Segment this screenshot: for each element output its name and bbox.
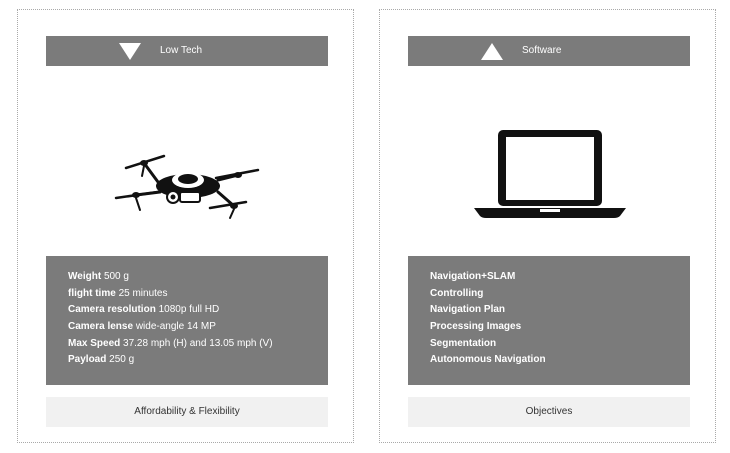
software-objectives-panel <box>408 256 690 385</box>
affordability-footer-button[interactable]: Affordability & Flexibility <box>46 397 328 427</box>
spec-row-payload <box>68 352 328 369</box>
objective-item <box>430 319 690 336</box>
objective-label: Autonomous Navigation <box>430 354 546 366</box>
low-tech-title: Low Tech <box>160 45 203 56</box>
spec-value: 500 g <box>103 271 129 282</box>
laptop-icon <box>460 130 640 230</box>
spec-value: 1080p full HD <box>158 304 220 316</box>
spec-label: Weight <box>68 271 102 282</box>
objective-item <box>430 286 690 303</box>
low-tech-header-button[interactable] <box>46 36 328 66</box>
objective-label: Navigation Plan <box>430 304 506 316</box>
objective-label: Controlling <box>430 287 484 299</box>
objective-label: Segmentation <box>430 337 497 349</box>
spec-value: wide-angle 14 MP <box>135 321 216 333</box>
software-header-button[interactable] <box>408 36 690 66</box>
objectives-footer-button[interactable]: Objectives <box>408 397 690 427</box>
objective-label: Processing Images <box>430 321 522 333</box>
spec-label: Camera lense <box>68 321 134 333</box>
spec-row-flight-time <box>68 286 328 303</box>
spec-value: 250 g <box>109 354 135 366</box>
objective-item <box>430 302 690 319</box>
low-tech-specs-panel <box>46 256 328 385</box>
low-tech-card <box>17 9 354 443</box>
triangle-up-icon <box>481 43 503 60</box>
spec-row-camera-resolution <box>68 302 328 319</box>
spec-value: 37.28 mph (H) and 13.05 mph (V) <box>123 337 273 349</box>
spec-row-weight <box>68 269 328 286</box>
spec-label: Camera resolution <box>68 304 156 316</box>
spec-row-camera-lense <box>68 319 328 336</box>
drone-icon <box>98 130 278 230</box>
spec-label: flight time <box>68 287 116 299</box>
software-title: Software <box>522 45 562 56</box>
triangle-down-icon <box>119 43 141 60</box>
objective-item <box>430 269 690 286</box>
spec-label: Max Speed <box>68 337 121 349</box>
objective-item <box>430 336 690 353</box>
software-card <box>379 9 716 443</box>
objective-item <box>430 352 690 369</box>
objective-label: Navigation+SLAM <box>430 271 516 282</box>
spec-row-max-speed <box>68 336 328 353</box>
spec-label: Payload <box>68 354 107 366</box>
spec-value: 25 minutes <box>118 287 168 299</box>
